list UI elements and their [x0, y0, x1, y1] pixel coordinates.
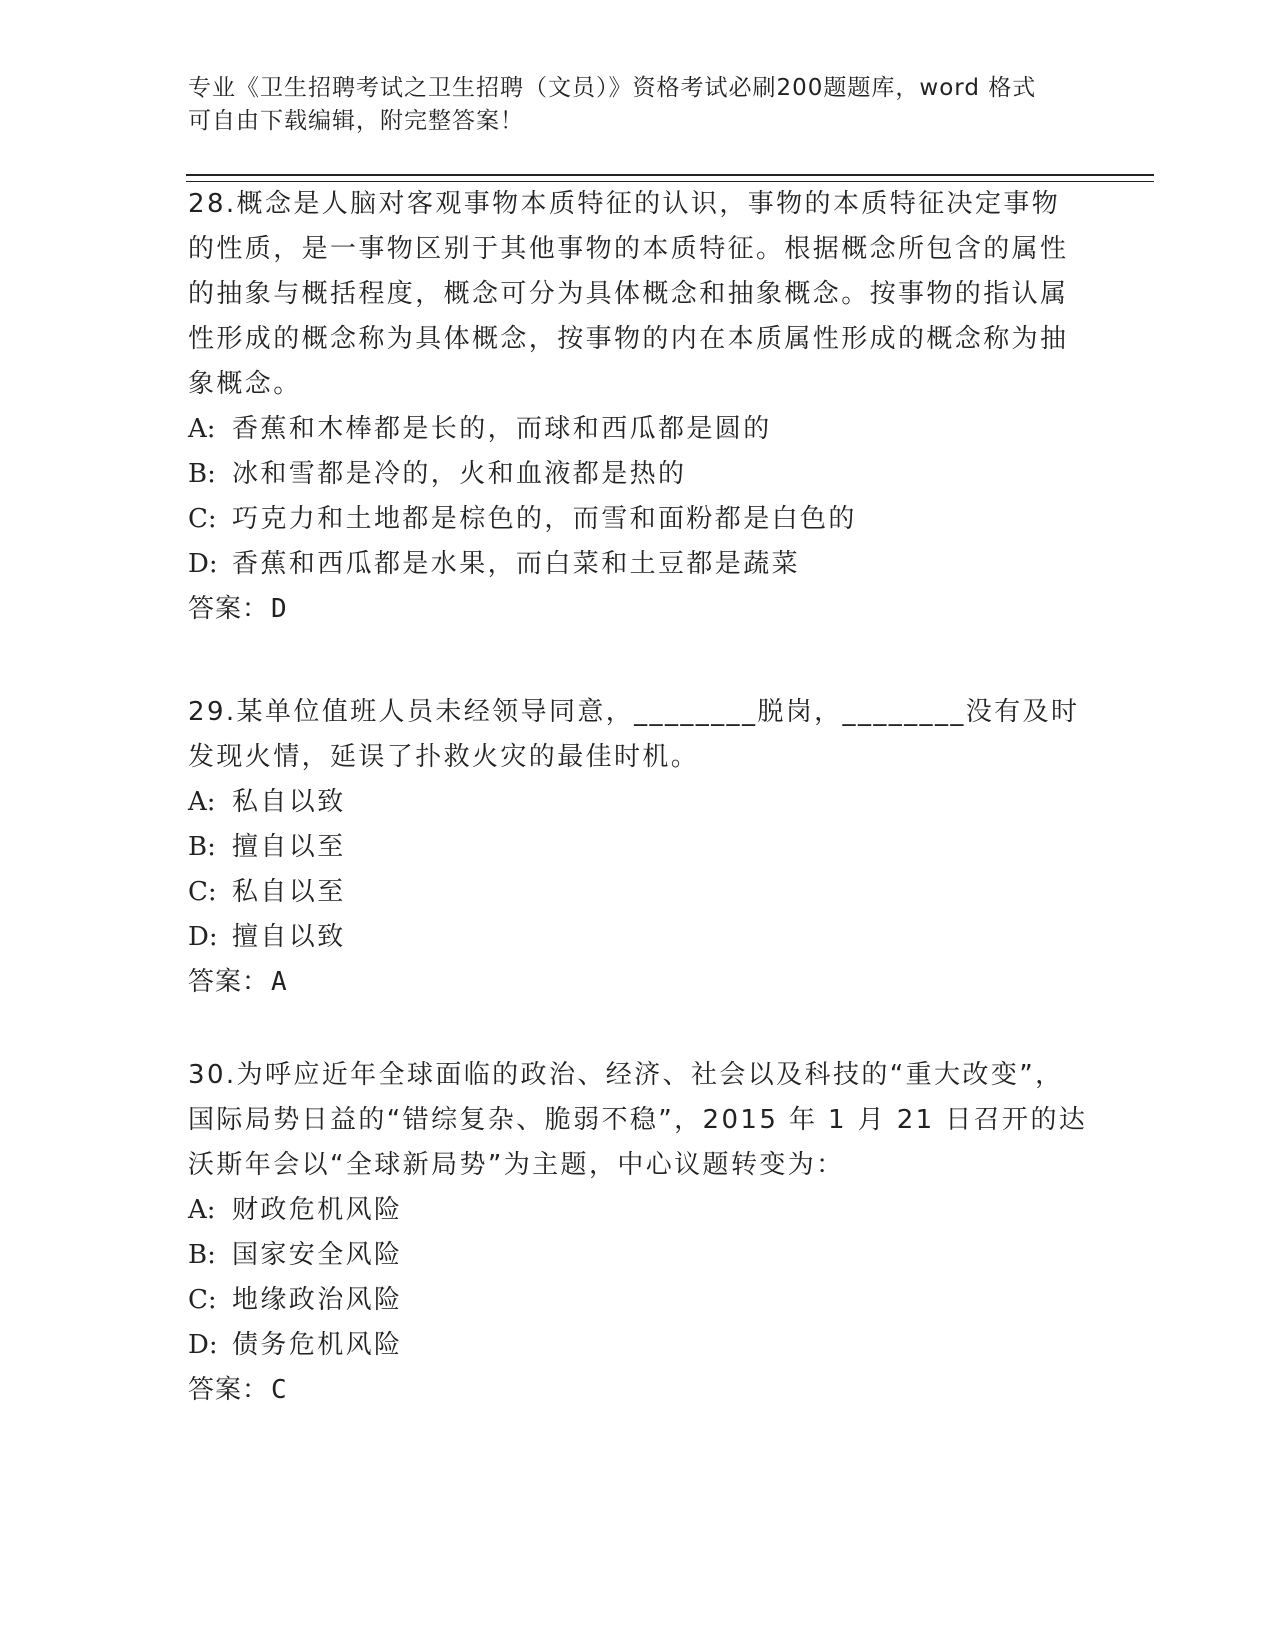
option-text: 香蕉和木棒都是长的，而球和西瓜都是圆的 [232, 414, 772, 444]
answer-line [188, 960, 1088, 1005]
question-stem: 28.概念是人脑对客观事物本质特征的认识，事物的本质特征决定事物的性质，是一事物区别于其他事物的本质特征。根据概念所包含的属性的抽象与概括程度，概念可分为具体概念和抽象概念。按事物的指认属性形成的概念称为具体概念，按事物的内在本质属性形成的概念称为抽象概念。 [188, 189, 1069, 399]
option-text: 擅自以致 [232, 922, 346, 952]
option-text: 国家安全风险 [232, 1240, 403, 1270]
option-key: C: [188, 504, 217, 534]
option-key: A: [188, 1195, 216, 1225]
option-b [188, 1233, 1088, 1278]
answer-label: 答案： [188, 1375, 270, 1405]
option-c [188, 870, 1088, 915]
option-key: B: [188, 832, 216, 862]
option-text: 私自以至 [232, 877, 346, 907]
header-divider-thick [186, 174, 1154, 176]
option-b [188, 452, 1088, 497]
answer-label: 答案： [188, 594, 270, 624]
answer-value: C [271, 1375, 288, 1405]
option-key: C: [188, 877, 217, 907]
header-line-2: 可自由下载编辑，附完整答案！ [188, 108, 524, 134]
header-line-1: 专业《卫生招聘考试之卫生招聘（文员）》资格考试必刷200题题库，word 格式 [188, 75, 1037, 101]
option-key: D: [188, 1330, 218, 1360]
option-d [188, 915, 1088, 960]
question-stem: 30.为呼应近年全球面临的政治、经济、社会以及科技的“重大改变”，国际局势日益的“错综复杂、脆弱不稳”，2015 年 1 月 21 日召开的达沃斯年会以“全球新局势”为主题，中心议题转变为： [188, 1060, 1088, 1180]
answer-label: 答案： [188, 967, 270, 997]
option-c [188, 1278, 1088, 1323]
answer-value: D [271, 594, 288, 624]
option-text: 香蕉和西瓜都是水果，而白菜和土豆都是蔬菜 [232, 549, 801, 579]
option-key: C: [188, 1285, 217, 1315]
option-key: A: [188, 414, 216, 444]
option-a [188, 780, 1088, 825]
option-key: D: [188, 549, 218, 579]
option-a [188, 1188, 1088, 1233]
answer-value: A [271, 967, 288, 997]
option-key: B: [188, 1240, 216, 1270]
option-text: 私自以致 [232, 787, 346, 817]
answer-line [188, 587, 1088, 632]
option-text: 地缘政治风险 [232, 1285, 403, 1315]
answer-line [188, 1368, 1088, 1413]
option-text: 债务危机风险 [232, 1330, 403, 1360]
question-30 [188, 1053, 1088, 1413]
question-28 [188, 182, 1088, 632]
option-c [188, 497, 1088, 542]
option-d [188, 1323, 1088, 1368]
option-text: 冰和雪都是冷的，火和血液都是热的 [232, 459, 687, 489]
option-a [188, 407, 1088, 452]
option-text: 擅自以至 [232, 832, 346, 862]
option-b [188, 825, 1088, 870]
option-key: B: [188, 459, 216, 489]
option-key: D: [188, 922, 218, 952]
question-29 [188, 690, 1088, 1005]
question-stem: 29.某单位值班人员未经领导同意，________脱岗，________没有及时发现火情，延误了扑救火灾的最佳时机。 [188, 697, 1080, 772]
option-text: 巧克力和土地都是棕色的，而雪和面粉都是白色的 [232, 504, 857, 534]
option-text: 财政危机风险 [232, 1195, 403, 1225]
option-key: A: [188, 787, 216, 817]
option-d [188, 542, 1088, 587]
document-header [188, 72, 1068, 138]
